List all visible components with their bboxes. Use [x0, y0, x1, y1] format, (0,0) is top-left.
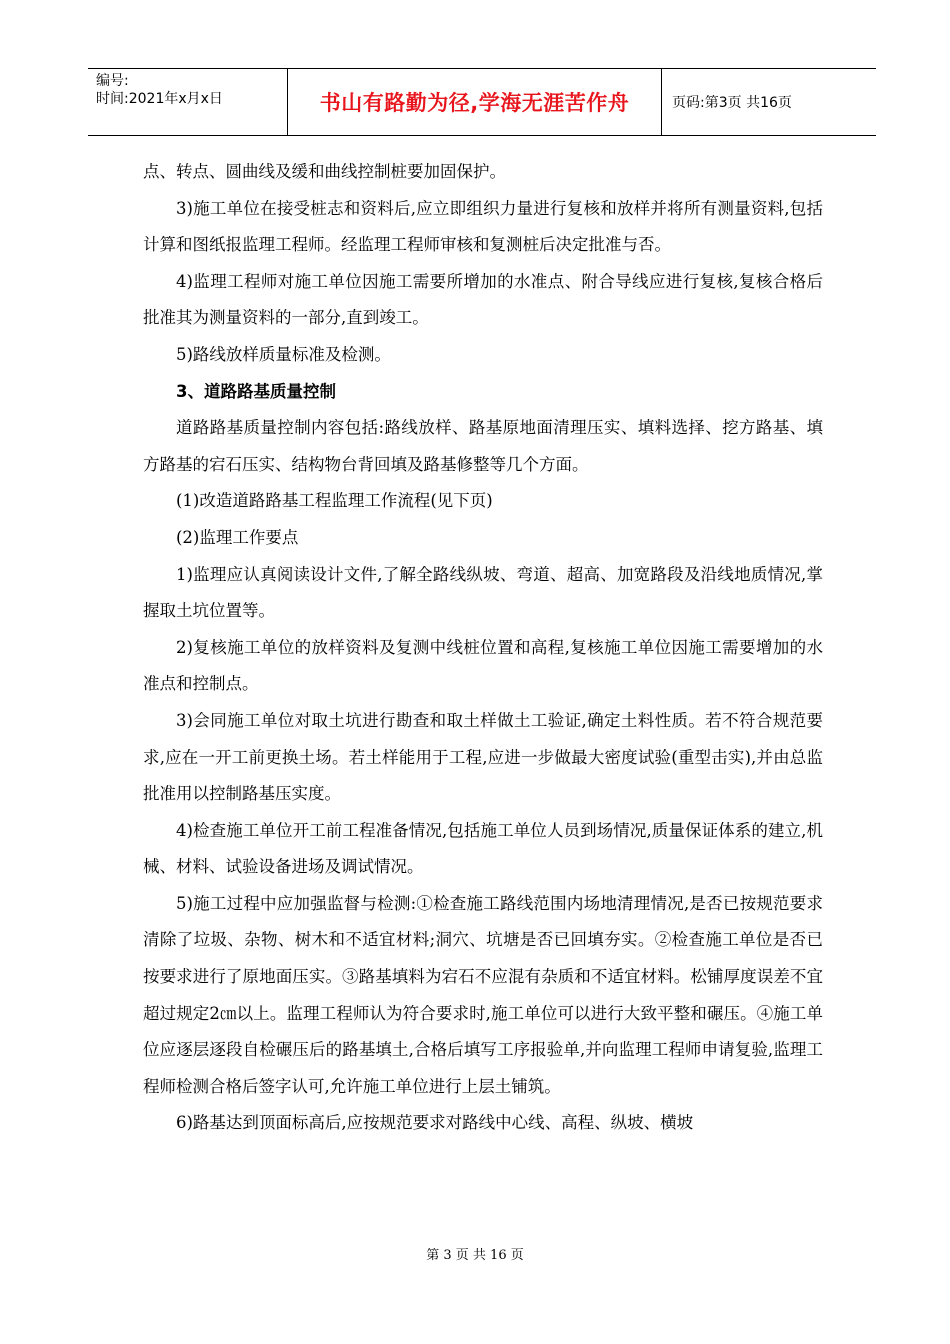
paragraph: 1)监理应认真阅读设计文件,了解全路线纵坡、弯道、超高、加宽路段及沿线地质情况,掌握取土坑位置等。: [143, 564, 823, 621]
document-number-label: 编号:: [96, 73, 129, 89]
paragraph: (1)改造道路路基工程监理工作流程(见下页): [176, 491, 493, 511]
paragraph: 点、转点、圆曲线及缓和曲线控制桩要加固保护。: [143, 162, 506, 181]
paragraph: 4)监理工程师对施工单位因施工需要所增加的水准点、附合导线应进行复核,复核合格后批准其为测量资料的一部分,直到竣工。: [143, 271, 823, 328]
paragraph: 6)路基达到顶面标高后,应按规范要求对路线中心线、高程、纵坡、横坡: [176, 1113, 694, 1133]
paragraph: 5)施工过程中应加强监督与检测:①检查施工路线范围内场地清理情况,是否已按规范要求清除了垃圾、杂物、树木和不适宜材料;洞穴、坑塘是否已回填夯实。②检查施工单位是否已按要求进行了原地面压实。③路基填料为宕石不应混有杂质和不适宜材料。松铺厚度误差不宜超过规定2㎝以上。监理工程师认为符合要求时,施工单位可以进行大致平整和碾压。④施工单位应逐层逐段自检碾压后的路基填土,合格后填写工序报验单,并向监理工程师申请复验,监理工程师检测合格后签字认可,允许施工单位进行上层土铺筑。: [143, 893, 823, 1096]
page-footer: 第 3 页 共 16 页: [426, 1248, 524, 1263]
section-heading: 3、道路路基质量控制: [176, 381, 336, 401]
paragraph: 3)施工单位在接受桩志和资料后,应立即组织力量进行复核和放样并将所有测量资料,包括计算和图纸报监理工程师。经监理工程师审核和复测桩后决定批准与否。: [143, 198, 823, 255]
header-motto: 书山有路勤为径,学海无涯苦作舟: [288, 69, 662, 135]
header-page-info: 页码:第3页 共16页: [672, 95, 792, 111]
document-body: [143, 154, 823, 1142]
header-meta: [88, 69, 288, 135]
document-time: 时间:2021年x月x日: [96, 91, 223, 107]
paragraph: 2)复核施工单位的放样资料及复测中线桩位置和高程,复核施工单位因施工需要增加的水准点和控制点。: [143, 637, 823, 694]
page-header: [88, 68, 876, 136]
paragraph: (2)监理工作要点: [176, 527, 299, 547]
paragraph: 5)路线放样质量标准及检测。: [176, 344, 391, 364]
paragraph: 3)会同施工单位对取土坑进行勘查和取土样做土工验证,确定土料性质。若不符合规范要求,应在一开工前更换土场。若土样能用于工程,应进一步做最大密度试验(重型击实),并由总监批准用以控制路基压实度。: [143, 710, 823, 804]
paragraph: 道路路基质量控制内容包括:路线放样、路基原地面清理压实、填料选择、挖方路基、填方路基的宕石压实、结构物台背回填及路基修整等几个方面。: [143, 418, 823, 474]
paragraph: 4)检查施工单位开工前工程准备情况,包括施工单位人员到场情况,质量保证体系的建立,机械、材料、试验设备进场及调试情况。: [143, 820, 823, 877]
